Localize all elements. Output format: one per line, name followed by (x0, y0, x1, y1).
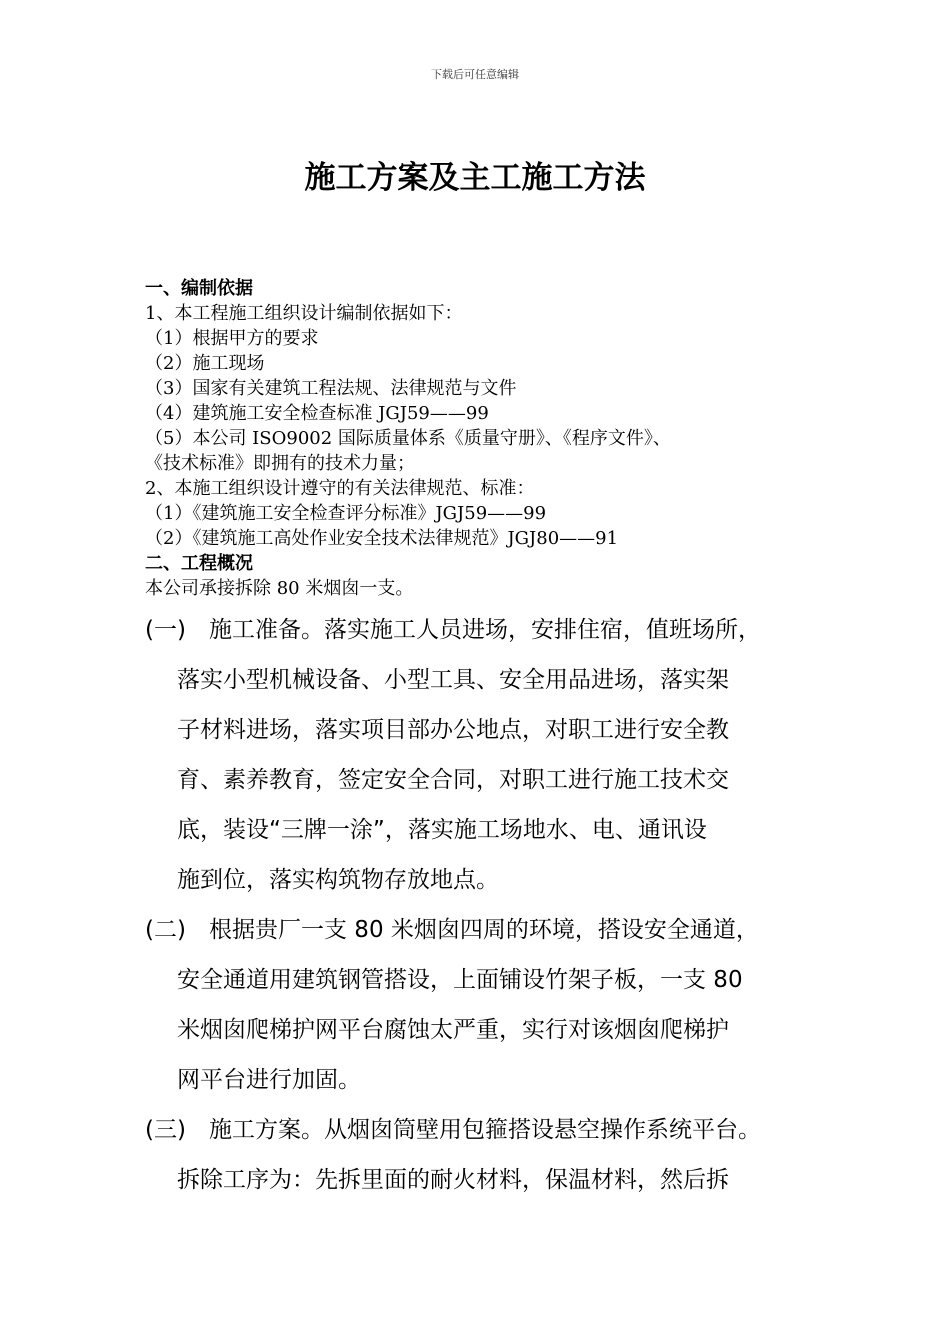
paragraph-line: 拆除工序为：先拆里面的耐火材料，保温材料，然后拆 (177, 1167, 729, 1193)
paragraph-line (145, 1105, 825, 1155)
basis-line: 1、本工程施工组织设计编制依据如下： (145, 303, 463, 324)
basis-and-overview (145, 276, 815, 601)
basis-line: （5）本公司 ISO9002 国际质量体系《质量守册》、《程序文件》、 (145, 428, 671, 449)
paragraph-line: 子材料进场，落实项目部办公地点，对职工进行安全教 (177, 717, 729, 743)
paragraph-number: (二) (145, 917, 186, 943)
construction-paragraphs (145, 605, 825, 1205)
header-note: 下载后可任意编辑 (431, 68, 519, 81)
paragraph-line: 网平台进行加固。 (177, 1067, 361, 1093)
paragraph-line: 安全通道用建筑钢管搭设，上面铺设竹架子板，一支 80 (177, 967, 743, 993)
section-heading-overview: 二、工程概况 (145, 553, 253, 574)
basis-line: （2）施工现场 (145, 353, 265, 374)
paragraph-line: 米烟囱爬梯护网平台腐蚀太严重，实行对该烟囱爬梯护 (177, 1017, 729, 1043)
paragraph-line: 育、素养教育，签定安全合同，对职工进行施工技术交 (177, 767, 729, 793)
basis-line: （2）《建筑施工高处作业安全技术法律规范》JGJ80——91 (145, 528, 619, 549)
section-heading-basis: 一、编制依据 (145, 278, 253, 299)
paragraph-1 (145, 605, 825, 905)
paragraph-line: 施到位，落实构筑物存放地点。 (177, 867, 499, 893)
paragraph-2 (145, 905, 825, 1105)
paragraph-line: 底，装设“三牌一涂”，落实施工场地水、电、通讯设 (177, 817, 707, 843)
basis-line: （1）根据甲方的要求 (145, 328, 319, 349)
basis-line: （4）建筑施工安全检查标准 JGJ59——99 (145, 403, 489, 424)
basis-line: 《技术标准》即拥有的技术力量； (145, 453, 415, 474)
paragraph-line (145, 605, 825, 655)
overview-intro: 本公司承接拆除 80 米烟囱一支。 (145, 578, 414, 599)
basis-line: （3）国家有关建筑工程法规、法律规范与文件 (145, 378, 517, 399)
paragraph-line (145, 905, 825, 955)
paragraph-text: 根据贵厂一支 80 米烟囱四周的环境，搭设安全通道， (209, 917, 759, 943)
paragraph-number: (一) (145, 617, 186, 643)
paragraph-text: 施工准备。落实施工人员进场，安排住宿，值班场所， (209, 617, 761, 643)
basis-line: （1）《建筑施工安全检查评分标准》JGJ59——99 (145, 503, 547, 524)
paragraph-number: (三) (145, 1117, 186, 1143)
paragraph-text: 施工方案。从烟囱筒壁用包箍搭设悬空操作系统平台。 (209, 1117, 761, 1143)
document-title: 施工方案及主工施工方法 (304, 160, 646, 196)
paragraph-line: 落实小型机械设备、小型工具、安全用品进场，落实架 (177, 667, 729, 693)
basis-line: 2、本施工组织设计遵守的有关法律规范、标准： (145, 478, 535, 499)
paragraph-3 (145, 1105, 825, 1205)
